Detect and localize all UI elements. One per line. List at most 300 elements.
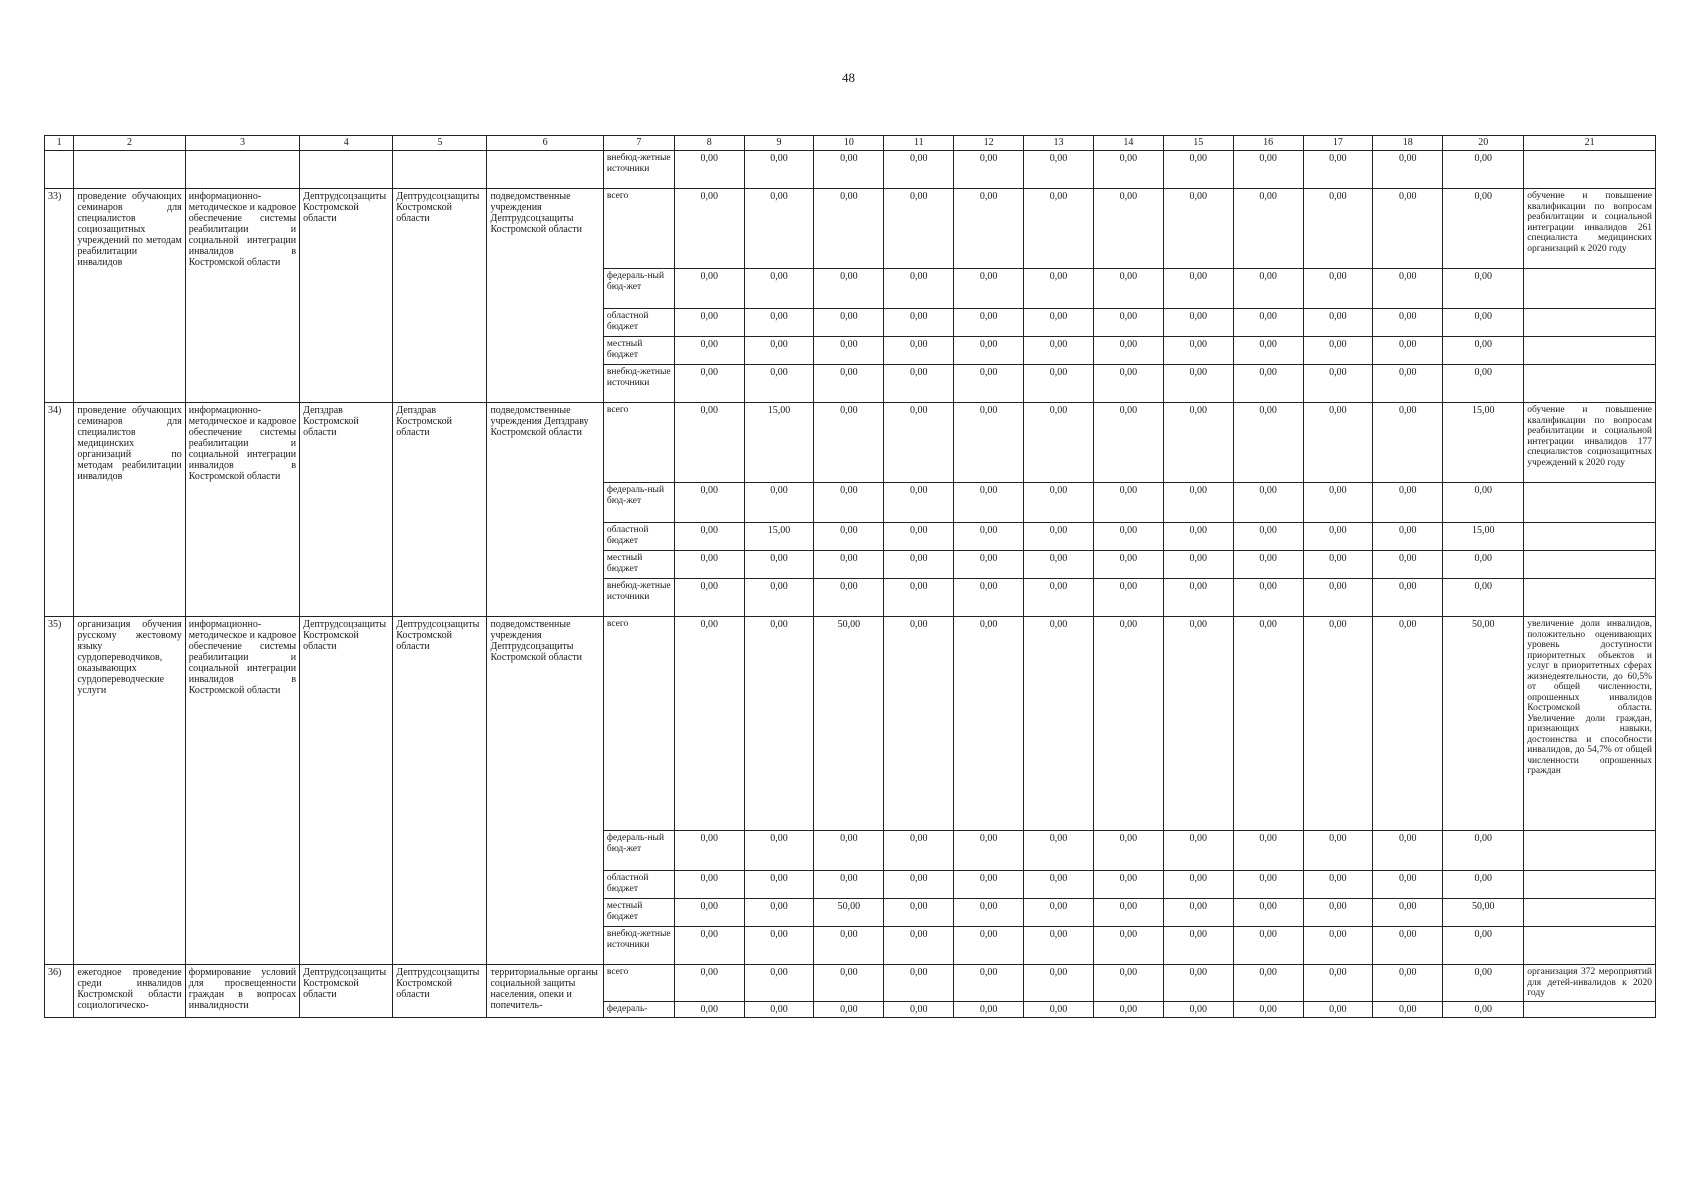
empty-cell: [1524, 551, 1656, 579]
amount-cell: 0,00: [744, 871, 814, 899]
column-number: 16: [1233, 136, 1303, 151]
activity-name: проведение обучающих семинаров для специалистов социозащитных учреждений по методам реабилитации инвалидов: [74, 189, 185, 403]
empty-cell: [1524, 899, 1656, 927]
coordinator: Депздрав Костромской области: [300, 403, 393, 617]
funding-source: федераль-ный бюд-жет: [603, 269, 674, 309]
amount-cell: 0,00: [1443, 871, 1524, 899]
amount-cell: 0,00: [884, 1001, 954, 1017]
amount-cell: 0,00: [884, 617, 954, 831]
amount-cell: 0,00: [744, 617, 814, 831]
amount-cell: 0,00: [1373, 965, 1443, 1002]
table-row: [45, 965, 1656, 1002]
amount-cell: 0,00: [884, 189, 954, 269]
amount-cell: 0,00: [1303, 965, 1373, 1002]
program-activities-table: [44, 135, 1656, 1018]
amount-cell: 0,00: [1163, 189, 1233, 269]
amount-cell: 0,00: [1443, 309, 1524, 337]
amount-cell: 0,00: [1024, 927, 1094, 965]
amount-cell: 0,00: [1233, 871, 1303, 899]
participants: территориальные органы социальной защиты населения, опеки и попечитель-: [487, 965, 603, 1018]
amount-cell: 0,00: [1093, 899, 1163, 927]
amount-cell: 0,00: [1233, 617, 1303, 831]
amount-cell: 0,00: [814, 965, 884, 1002]
funding-source: внебюд-жетные источники: [603, 927, 674, 965]
activity-name: проведение обучающих семинаров для специалистов медицинских организаций по методам реабилитации инвалидов: [74, 403, 185, 617]
amount-cell: 0,00: [814, 927, 884, 965]
executor: Дептрудсоцзащиты Костромской области: [393, 965, 487, 1018]
funding-source: областной бюджет: [603, 309, 674, 337]
amount-cell: 0,00: [884, 551, 954, 579]
amount-cell: 0,00: [1303, 309, 1373, 337]
amount-cell: 0,00: [1303, 551, 1373, 579]
item-number: 36): [45, 965, 74, 1018]
amount-cell: 0,00: [1093, 579, 1163, 617]
activity-name: организация обучения русскому жестовому языку сурдопереводчиков, оказывающих сурдопереводческие услуги: [74, 617, 185, 965]
column-number: 6: [487, 136, 603, 151]
amount-cell: 0,00: [1303, 927, 1373, 965]
amount-cell: 50,00: [814, 899, 884, 927]
amount-cell: 0,00: [814, 403, 884, 483]
amount-cell: 0,00: [814, 365, 884, 403]
amount-cell: 0,00: [884, 403, 954, 483]
amount-cell: 0,00: [884, 269, 954, 309]
amount-cell: 0,00: [744, 899, 814, 927]
amount-cell: 0,00: [1233, 269, 1303, 309]
table-row: [45, 617, 1656, 831]
amount-cell: 0,00: [1163, 899, 1233, 927]
expected-result: увеличение доли инвалидов, положительно оценивающих уровень доступности приоритетных объектов и услуг в приоритетных сферах жизнедеятельности, до 60,5% от общей численности, опрошенных инвалидов Костромской области. Увеличение доли граждан, признающих навыки, достоинства и способности инвалидов, до 54,7% от общей численности опрошенных граждан: [1524, 617, 1656, 831]
amount-cell: 0,00: [674, 151, 744, 189]
amount-cell: 0,00: [1303, 483, 1373, 523]
amount-cell: 0,00: [1093, 551, 1163, 579]
amount-cell: 0,00: [814, 523, 884, 551]
amount-cell: 0,00: [884, 523, 954, 551]
amount-cell: 0,00: [1163, 965, 1233, 1002]
empty-cell: [487, 151, 603, 189]
activity-goal: формирование условий для просвещенности граждан в вопросах инвалидности: [185, 965, 299, 1018]
amount-cell: 0,00: [1093, 365, 1163, 403]
column-number: 1: [45, 136, 74, 151]
amount-cell: 0,00: [674, 337, 744, 365]
amount-cell: 0,00: [1443, 579, 1524, 617]
amount-cell: 0,00: [1373, 871, 1443, 899]
amount-cell: 50,00: [814, 617, 884, 831]
amount-cell: 0,00: [814, 151, 884, 189]
amount-cell: 0,00: [1024, 523, 1094, 551]
amount-cell: 0,00: [1303, 617, 1373, 831]
amount-cell: 0,00: [1233, 899, 1303, 927]
amount-cell: 0,00: [744, 1001, 814, 1017]
amount-cell: 0,00: [884, 871, 954, 899]
amount-cell: 0,00: [1443, 551, 1524, 579]
amount-cell: 0,00: [1373, 523, 1443, 551]
amount-cell: 0,00: [1303, 899, 1373, 927]
empty-cell: [1524, 871, 1656, 899]
amount-cell: 0,00: [1163, 579, 1233, 617]
amount-cell: 0,00: [954, 927, 1024, 965]
column-number: 10: [814, 136, 884, 151]
amount-cell: 0,00: [1233, 1001, 1303, 1017]
empty-cell: [1524, 523, 1656, 551]
amount-cell: 0,00: [1443, 151, 1524, 189]
amount-cell: 0,00: [1233, 309, 1303, 337]
amount-cell: 0,00: [954, 831, 1024, 871]
amount-cell: 0,00: [1093, 151, 1163, 189]
amount-cell: 0,00: [954, 403, 1024, 483]
table-row: [45, 403, 1656, 483]
amount-cell: 0,00: [1443, 365, 1524, 403]
column-number: 3: [185, 136, 299, 151]
amount-cell: 0,00: [1443, 965, 1524, 1002]
amount-cell: 0,00: [1303, 151, 1373, 189]
item-number: 35): [45, 617, 74, 965]
page-number: 48: [842, 70, 855, 85]
amount-cell: 0,00: [1373, 189, 1443, 269]
amount-cell: 0,00: [1163, 309, 1233, 337]
funding-source: федераль-: [603, 1001, 674, 1017]
amount-cell: 0,00: [1093, 965, 1163, 1002]
amount-cell: 0,00: [1233, 403, 1303, 483]
amount-cell: 0,00: [1024, 871, 1094, 899]
amount-cell: 0,00: [1233, 189, 1303, 269]
amount-cell: 0,00: [1163, 403, 1233, 483]
empty-cell: [45, 151, 74, 189]
amount-cell: 0,00: [814, 337, 884, 365]
column-number: 17: [1303, 136, 1373, 151]
empty-cell: [1524, 365, 1656, 403]
amount-cell: 0,00: [744, 309, 814, 337]
amount-cell: 0,00: [674, 551, 744, 579]
amount-cell: 0,00: [1093, 871, 1163, 899]
funding-source: всего: [603, 617, 674, 831]
amount-cell: 0,00: [1163, 831, 1233, 871]
funding-source: областной бюджет: [603, 523, 674, 551]
amount-cell: 0,00: [884, 927, 954, 965]
amount-cell: 0,00: [1303, 269, 1373, 309]
amount-cell: 0,00: [1373, 927, 1443, 965]
amount-cell: 0,00: [744, 269, 814, 309]
amount-cell: 0,00: [1233, 365, 1303, 403]
amount-cell: 0,00: [744, 483, 814, 523]
amount-cell: 0,00: [954, 337, 1024, 365]
amount-cell: 0,00: [1093, 189, 1163, 269]
amount-cell: 0,00: [1233, 579, 1303, 617]
amount-cell: 0,00: [884, 899, 954, 927]
column-number: 11: [884, 136, 954, 151]
empty-cell: [300, 151, 393, 189]
amount-cell: 0,00: [674, 483, 744, 523]
amount-cell: 0,00: [1303, 189, 1373, 269]
executor: Дептрудсоцзащиты Костромской области: [393, 617, 487, 965]
amount-cell: 0,00: [1373, 337, 1443, 365]
amount-cell: 50,00: [1443, 617, 1524, 831]
amount-cell: 0,00: [1443, 337, 1524, 365]
column-number: 14: [1093, 136, 1163, 151]
amount-cell: 0,00: [674, 927, 744, 965]
amount-cell: 0,00: [1163, 1001, 1233, 1017]
amount-cell: 0,00: [674, 617, 744, 831]
amount-cell: 0,00: [744, 579, 814, 617]
amount-cell: 0,00: [1233, 551, 1303, 579]
activity-name: ежегодное проведение среди инвалидов Костромской области социологическо-: [74, 965, 185, 1018]
amount-cell: 0,00: [1373, 551, 1443, 579]
amount-cell: 0,00: [1233, 483, 1303, 523]
amount-cell: 0,00: [1093, 483, 1163, 523]
empty-cell: [393, 151, 487, 189]
funding-source: всего: [603, 403, 674, 483]
amount-cell: 15,00: [744, 523, 814, 551]
coordinator: Дептрудсоцзащиты Костромской области: [300, 965, 393, 1018]
amount-cell: 0,00: [1373, 899, 1443, 927]
amount-cell: 0,00: [1233, 965, 1303, 1002]
amount-cell: 0,00: [954, 365, 1024, 403]
column-number: 21: [1524, 136, 1656, 151]
amount-cell: 0,00: [954, 1001, 1024, 1017]
coordinator: Дептрудсоцзащиты Костромской области: [300, 189, 393, 403]
empty-cell: [1524, 1001, 1656, 1017]
amount-cell: 0,00: [674, 365, 744, 403]
amount-cell: 0,00: [1024, 151, 1094, 189]
amount-cell: 0,00: [954, 965, 1024, 1002]
amount-cell: 0,00: [954, 523, 1024, 551]
amount-cell: 15,00: [744, 403, 814, 483]
amount-cell: 0,00: [674, 189, 744, 269]
amount-cell: 0,00: [814, 189, 884, 269]
column-number: 9: [744, 136, 814, 151]
amount-cell: 0,00: [1443, 483, 1524, 523]
column-number: 15: [1163, 136, 1233, 151]
participants: подведомственные учреждения Дептрудсоцзащиты Костромской области: [487, 189, 603, 403]
empty-cell: [185, 151, 299, 189]
amount-cell: 0,00: [954, 871, 1024, 899]
amount-cell: 0,00: [674, 871, 744, 899]
amount-cell: 0,00: [1303, 871, 1373, 899]
amount-cell: 0,00: [1024, 403, 1094, 483]
amount-cell: 0,00: [954, 309, 1024, 337]
amount-cell: 0,00: [954, 899, 1024, 927]
column-number-row: [45, 136, 1656, 151]
table-row: [45, 151, 1656, 189]
empty-cell: [1524, 831, 1656, 871]
amount-cell: 0,00: [954, 617, 1024, 831]
amount-cell: 0,00: [1024, 309, 1094, 337]
amount-cell: 0,00: [674, 269, 744, 309]
amount-cell: 0,00: [954, 483, 1024, 523]
amount-cell: 0,00: [1373, 403, 1443, 483]
amount-cell: 0,00: [1024, 617, 1094, 831]
amount-cell: 0,00: [954, 151, 1024, 189]
amount-cell: 0,00: [1443, 269, 1524, 309]
amount-cell: 0,00: [1024, 899, 1094, 927]
amount-cell: 0,00: [674, 899, 744, 927]
amount-cell: 0,00: [1024, 483, 1094, 523]
amount-cell: 0,00: [884, 365, 954, 403]
amount-cell: 0,00: [1093, 523, 1163, 551]
amount-cell: 0,00: [1233, 337, 1303, 365]
amount-cell: 0,00: [1163, 365, 1233, 403]
amount-cell: 0,00: [814, 551, 884, 579]
amount-cell: 0,00: [954, 551, 1024, 579]
amount-cell: 0,00: [814, 579, 884, 617]
funding-source: областной бюджет: [603, 871, 674, 899]
amount-cell: 0,00: [814, 483, 884, 523]
funding-source: всего: [603, 965, 674, 1002]
empty-cell: [1524, 151, 1656, 189]
expected-result: обучение и повышение квалификации по вопросам реабилитации и социальной интеграции инвалидов 261 специалиста медицинских организаций к 2020 году: [1524, 189, 1656, 269]
amount-cell: 0,00: [744, 365, 814, 403]
amount-cell: 0,00: [1024, 189, 1094, 269]
amount-cell: 0,00: [1163, 871, 1233, 899]
funding-source: федераль-ный бюд-жет: [603, 831, 674, 871]
amount-cell: 0,00: [1093, 1001, 1163, 1017]
empty-cell: [1524, 483, 1656, 523]
amount-cell: 0,00: [744, 831, 814, 871]
amount-cell: 0,00: [1303, 1001, 1373, 1017]
funding-source: внебюд-жетные источники: [603, 151, 674, 189]
participants: подведомственные учреждения Депздраву Костромской области: [487, 403, 603, 617]
amount-cell: 0,00: [744, 337, 814, 365]
amount-cell: 0,00: [1303, 523, 1373, 551]
amount-cell: 0,00: [1303, 831, 1373, 871]
amount-cell: 0,00: [1093, 269, 1163, 309]
empty-cell: [1524, 269, 1656, 309]
amount-cell: 0,00: [1443, 1001, 1524, 1017]
amount-cell: 0,00: [1233, 831, 1303, 871]
amount-cell: 0,00: [1373, 617, 1443, 831]
executor: Дептрудсоцзащиты Костромской области: [393, 189, 487, 403]
item-number: 34): [45, 403, 74, 617]
column-number: 8: [674, 136, 744, 151]
empty-cell: [1524, 927, 1656, 965]
amount-cell: 0,00: [1443, 927, 1524, 965]
empty-cell: [1524, 309, 1656, 337]
amount-cell: 0,00: [1093, 337, 1163, 365]
column-number: 18: [1373, 136, 1443, 151]
amount-cell: 0,00: [744, 927, 814, 965]
amount-cell: 0,00: [1093, 831, 1163, 871]
amount-cell: 0,00: [1373, 365, 1443, 403]
amount-cell: 0,00: [814, 309, 884, 337]
amount-cell: 0,00: [1233, 927, 1303, 965]
empty-cell: [74, 151, 185, 189]
amount-cell: 0,00: [954, 579, 1024, 617]
amount-cell: 0,00: [884, 337, 954, 365]
amount-cell: 0,00: [954, 189, 1024, 269]
amount-cell: 0,00: [674, 309, 744, 337]
amount-cell: 0,00: [674, 965, 744, 1002]
amount-cell: 0,00: [884, 151, 954, 189]
amount-cell: 0,00: [1163, 927, 1233, 965]
funding-source: внебюд-жетные источники: [603, 579, 674, 617]
funding-source: местный бюджет: [603, 899, 674, 927]
amount-cell: 0,00: [1024, 551, 1094, 579]
amount-cell: 0,00: [1373, 309, 1443, 337]
amount-cell: 0,00: [744, 551, 814, 579]
executor: Депздрав Костромской области: [393, 403, 487, 617]
amount-cell: 0,00: [884, 831, 954, 871]
amount-cell: 0,00: [1443, 831, 1524, 871]
amount-cell: 0,00: [814, 269, 884, 309]
amount-cell: 0,00: [1373, 579, 1443, 617]
amount-cell: 0,00: [1303, 337, 1373, 365]
item-number: 33): [45, 189, 74, 403]
amount-cell: 0,00: [1373, 483, 1443, 523]
amount-cell: 0,00: [1163, 617, 1233, 831]
funding-source: всего: [603, 189, 674, 269]
activity-goal: информационно-методическое и кадровое обеспечение системы реабилитации и социальной интеграции инвалидов в Костромской области: [185, 189, 299, 403]
amount-cell: 0,00: [1163, 337, 1233, 365]
table-row: [45, 189, 1656, 269]
column-number: 20: [1443, 136, 1524, 151]
amount-cell: 0,00: [1303, 403, 1373, 483]
amount-cell: 0,00: [1163, 151, 1233, 189]
amount-cell: 0,00: [744, 965, 814, 1002]
amount-cell: 0,00: [1093, 927, 1163, 965]
column-number: 4: [300, 136, 393, 151]
amount-cell: 0,00: [744, 151, 814, 189]
amount-cell: 0,00: [1093, 617, 1163, 831]
amount-cell: 0,00: [1024, 365, 1094, 403]
amount-cell: 0,00: [954, 269, 1024, 309]
amount-cell: 0,00: [884, 965, 954, 1002]
funding-source: местный бюджет: [603, 337, 674, 365]
column-number: 13: [1024, 136, 1094, 151]
coordinator: Дептрудсоцзащиты Костромской области: [300, 617, 393, 965]
amount-cell: 0,00: [1303, 365, 1373, 403]
amount-cell: 0,00: [1024, 337, 1094, 365]
amount-cell: 0,00: [674, 831, 744, 871]
amount-cell: 0,00: [674, 579, 744, 617]
amount-cell: 0,00: [1373, 831, 1443, 871]
funding-source: федераль-ный бюд-жет: [603, 483, 674, 523]
amount-cell: 0,00: [884, 483, 954, 523]
column-number: 5: [393, 136, 487, 151]
participants: подведомственные учреждения Дептрудсоцзащиты Костромской области: [487, 617, 603, 965]
amount-cell: 0,00: [674, 523, 744, 551]
amount-cell: 0,00: [1233, 151, 1303, 189]
amount-cell: 0,00: [1024, 965, 1094, 1002]
amount-cell: 0,00: [1373, 269, 1443, 309]
amount-cell: 0,00: [1024, 831, 1094, 871]
activity-goal: информационно-методическое и кадровое обеспечение системы реабилитации и социальной интеграции инвалидов в Костромской области: [185, 617, 299, 965]
column-number: 7: [603, 136, 674, 151]
amount-cell: 0,00: [1163, 523, 1233, 551]
amount-cell: 0,00: [814, 871, 884, 899]
amount-cell: 0,00: [1373, 1001, 1443, 1017]
amount-cell: 0,00: [814, 831, 884, 871]
amount-cell: 0,00: [884, 309, 954, 337]
amount-cell: 0,00: [1303, 579, 1373, 617]
column-number: 12: [954, 136, 1024, 151]
amount-cell: 15,00: [1443, 523, 1524, 551]
amount-cell: 0,00: [1093, 309, 1163, 337]
empty-cell: [1524, 337, 1656, 365]
funding-source: внебюд-жетные источники: [603, 365, 674, 403]
amount-cell: 0,00: [1443, 189, 1524, 269]
amount-cell: 0,00: [884, 579, 954, 617]
amount-cell: 0,00: [814, 1001, 884, 1017]
funding-source: местный бюджет: [603, 551, 674, 579]
expected-result: организация 372 мероприятий для детей-инвалидов к 2020 году: [1524, 965, 1656, 1002]
expected-result: обучение и повышение квалификации по вопросам реабилитации и социальной интеграции инвалидов 177 специалистов социозащитных учреждений к 2020 году: [1524, 403, 1656, 483]
amount-cell: 0,00: [1233, 523, 1303, 551]
amount-cell: 15,00: [1443, 403, 1524, 483]
amount-cell: 0,00: [1093, 403, 1163, 483]
column-number: 2: [74, 136, 185, 151]
amount-cell: 0,00: [674, 403, 744, 483]
empty-cell: [1524, 579, 1656, 617]
amount-cell: 0,00: [1024, 269, 1094, 309]
